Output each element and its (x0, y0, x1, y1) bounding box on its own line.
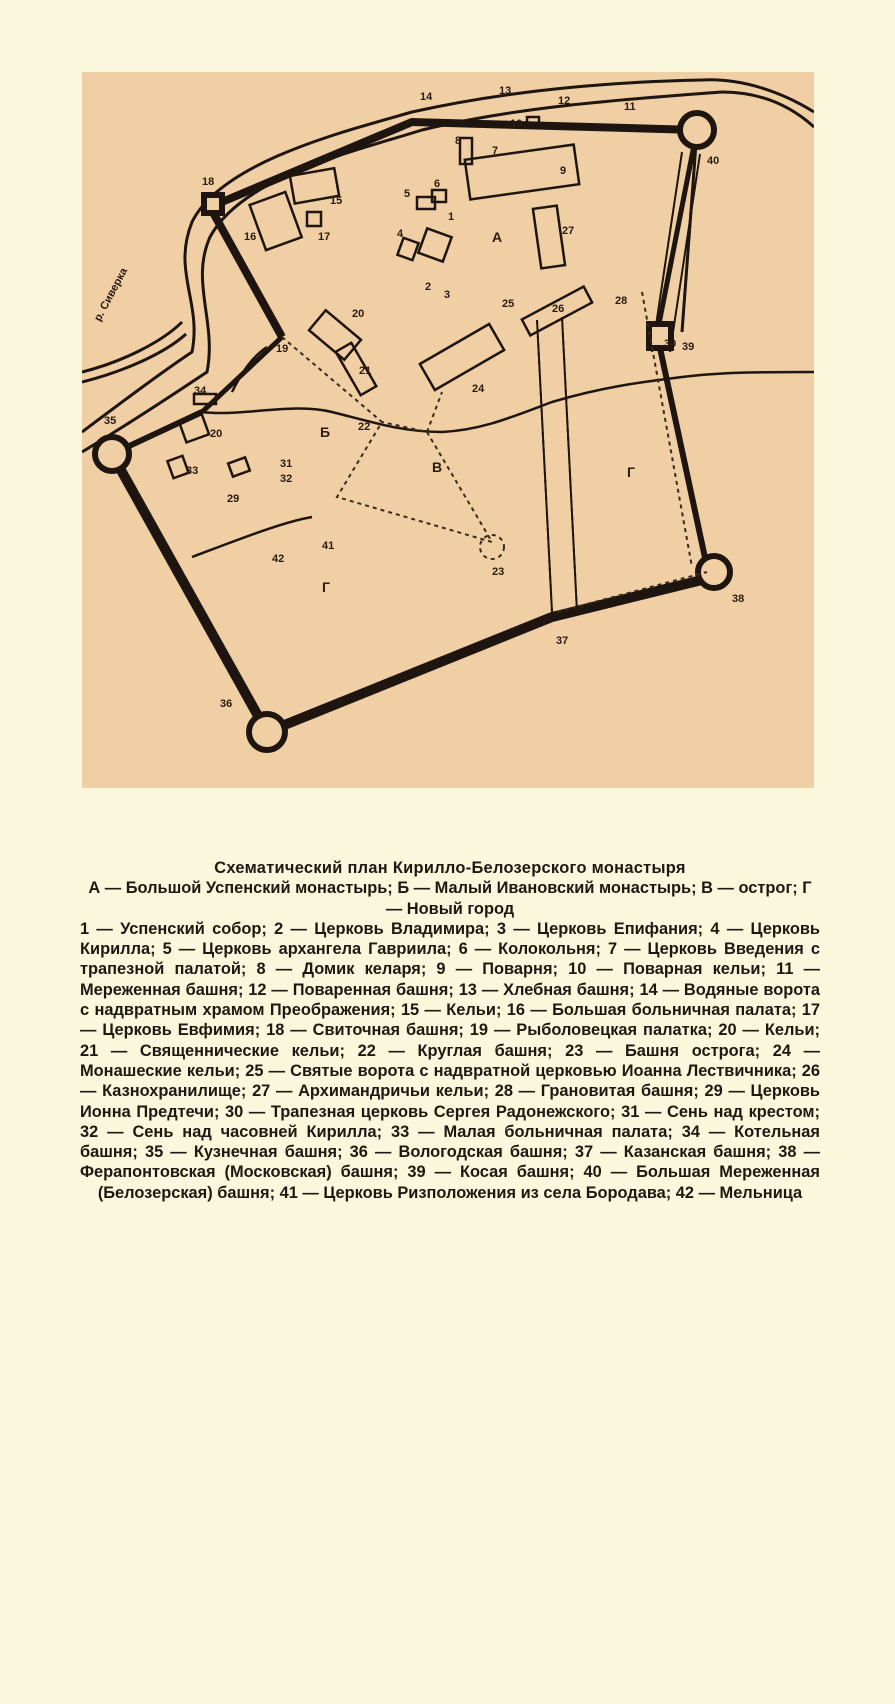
plan-number-2: 2 (425, 281, 432, 293)
plan-number-39: 39 (682, 341, 695, 353)
plan-number-4: 4 (397, 228, 404, 240)
plan-number-16: 16 (244, 231, 257, 243)
caption-legend: 1 — Успенский собор; 2 — Церковь Владимира; 3 — Церковь Епифания; 4 — Церковь Кирилла; 5 — Церковь архангела Гавриила; 6 — Колокольня; 7 — Церковь Введения с трапезной палатой; 8 — Домик келаря; 9 — Поварня; 10 — Поварная кельи; 11 — Мереженная башня; 12 — Поваренная башня; 13 — Хлебная башня; 14 — Водяные ворота с надвратным храмом Преображения; 15 — Кельи; 16 — Большая больничная палата; 17 — Церковь Евфимия; 18 — Свиточная башня; 19 — Рыболовецкая палатка; 20 — Кельи; 21 — Священнические кельи; 22 — Круглая башня; 23 — Башня острога; 24 — Монашеские кельи; 25 — Святые ворота с надвратной церковью Иоанна Лествичника; 26 — Казнохранилище; 27 — Архимандричьи кельи; 28 — Грановитая башня; 29 — Церковь Ионна Предтечи; 30 — Трапезная церковь Сергея Радонежского; 31 — Сень над крестом; 32 — Сень над часовней Кирилла; 33 — Малая больничная палата; 34 — Котельная башня; 35 — Кузнечная башня; 36 — Вологодская башня; 37 — Казанская башня; 38 — Ферапонтовская (Московская) башня; 39 — Косая башня; 40 — Большая Мереженная (Белозерская) башня; 41 — Церковь Ризположения из села Бородава; 42 — Мельница (80, 919, 820, 1202)
plan-number-31: 31 (280, 458, 293, 470)
plan-number-5: 5 (404, 188, 411, 200)
plan-number-17: 17 (318, 231, 331, 243)
plan-number-32: 32 (280, 473, 293, 485)
plan-number-22: 22 (358, 421, 371, 433)
zone-v-label: В (432, 459, 443, 475)
plan-number-41: 41 (322, 540, 335, 552)
plan-number-38: 38 (732, 593, 745, 605)
plan-number-42: 42 (272, 553, 285, 565)
caption-zones: А — Большой Успенский монастырь; Б — Малый Ивановский монастырь; В — острог; Г — Новый город (88, 879, 812, 918)
plan-number-28: 28 (615, 295, 628, 307)
zone-g-right-label: Г (627, 464, 635, 480)
plan-number-36: 36 (220, 698, 233, 710)
plan-number-34: 34 (194, 385, 207, 397)
plan-number-40: 40 (707, 155, 720, 167)
plan-number-24: 24 (472, 383, 485, 395)
plan-svg (82, 72, 814, 788)
plan-number-30: 30 (664, 338, 677, 350)
plan-number-21: 21 (359, 365, 372, 377)
plan-number-20-lower: 20 (210, 428, 223, 440)
inner-streams (192, 347, 814, 557)
zone-letters (320, 229, 635, 595)
plan-number-6: 6 (434, 178, 441, 190)
plan-number-15: 15 (330, 195, 343, 207)
river-label: р. Сиверка (92, 266, 131, 324)
gates-ostrog (537, 317, 577, 612)
caption-title: Схематический план Кирилло-Белозерского монастыря (214, 859, 686, 877)
plan-number-18: 18 (202, 176, 215, 188)
plan-number-1: 1 (448, 211, 455, 223)
zone-a-label: А (492, 229, 503, 245)
plan-number-20-upper: 20 (352, 308, 365, 320)
plan-number-19: 19 (276, 343, 289, 355)
plan-number-33: 33 (186, 465, 199, 477)
plan-number-29: 29 (227, 493, 240, 505)
plan-number-8: 8 (455, 135, 462, 147)
monastery-plan-map (82, 72, 814, 788)
plan-number-9: 9 (560, 165, 567, 177)
plan-number-35: 35 (104, 415, 117, 427)
plan-number-13: 13 (499, 85, 512, 97)
ostrog-lines (282, 292, 707, 612)
plan-number-10: 10 (510, 118, 523, 130)
zone-g-lower-label: Г (322, 579, 330, 595)
map-caption (80, 858, 820, 1203)
plan-number-23: 23 (492, 566, 505, 578)
plan-number-25: 25 (502, 298, 515, 310)
plan-number-14: 14 (420, 91, 433, 103)
towers (95, 113, 730, 750)
plan-number-27: 27 (562, 225, 575, 237)
plan-number-12: 12 (558, 95, 571, 107)
plan-number-7: 7 (492, 145, 499, 157)
plan-number-26: 26 (552, 303, 565, 315)
plan-number-11: 11 (624, 101, 636, 113)
plan-number-37: 37 (556, 635, 569, 647)
plan-number-3: 3 (444, 289, 451, 301)
zone-b-label: Б (320, 424, 331, 440)
